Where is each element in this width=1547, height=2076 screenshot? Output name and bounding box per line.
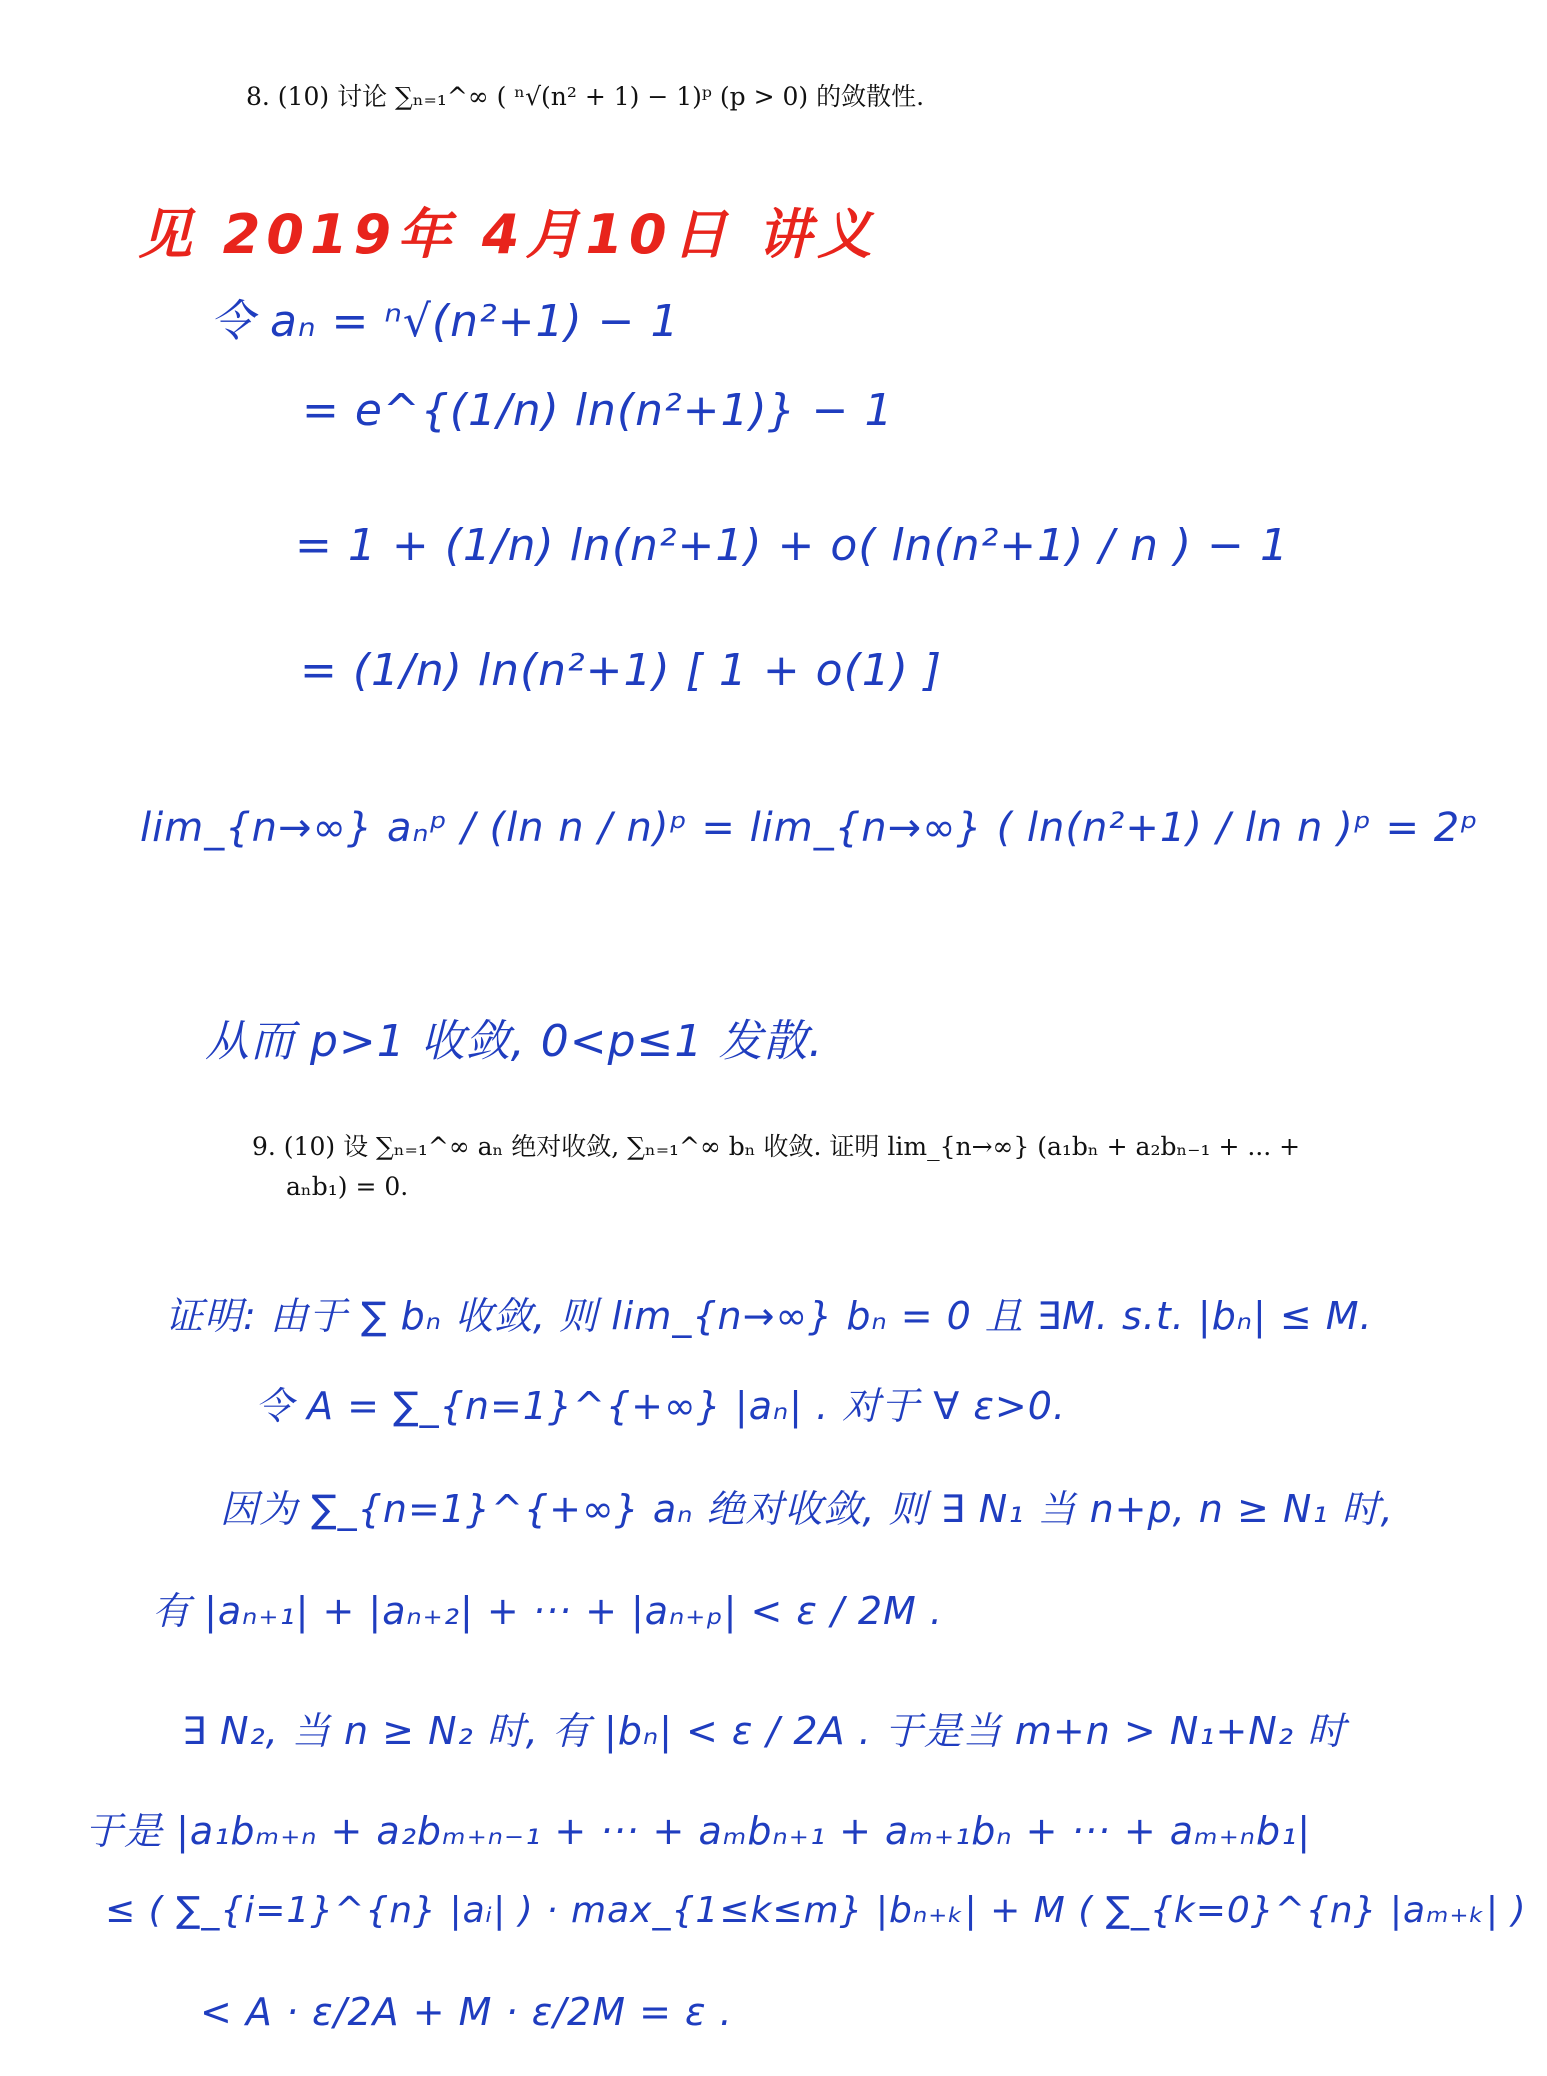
handwritten-proof-line: ∃ N₂, 当 n ≥ N₂ 时, 有 |bₙ| < ε / 2A . 于是当 m+n > N₁+N₂ 时 <box>182 1709 1347 1753</box>
handwritten-line: 从而 p>1 收敛, 0<p≤1 发散. <box>205 1016 824 1067</box>
handwritten-reference-note: 见 2019年 4月10日 讲义 <box>138 203 878 266</box>
handwritten-proof-line: 有 |aₙ₊₁| + |aₙ₊₂| + ··· + |aₙ₊ₚ| < ε / 2M . <box>152 1589 943 1633</box>
handwritten-proof-line: 令 A = ∑_{n=1}^{+∞} |aₙ| . 对于 ∀ ε>0. <box>255 1384 1066 1428</box>
handwritten-line: = 1 + (1/n) ln(n²+1) + o( ln(n²+1) / n ) − 1 <box>295 520 1289 571</box>
problem-9-statement-line-2: aₙb₁) = 0. <box>286 1172 409 1201</box>
handwritten-proof-line: 于是 |a₁bₘ₊ₙ + a₂bₘ₊ₙ₋₁ + ··· + aₘbₙ₊₁ + aₘ₊₁bₙ + ··· + aₘ₊ₙb₁| <box>85 1809 1312 1853</box>
handwritten-line: = (1/n) ln(n²+1) [ 1 + o(1) ] <box>300 645 943 696</box>
problem-9-statement-line-1: 9. (10) 设 ∑ₙ₌₁^∞ aₙ 绝对收敛, ∑ₙ₌₁^∞ bₙ 收敛. 证明 lim_{n→∞} (a₁bₙ + a₂bₙ₋₁ + ... + <box>252 1132 1301 1161</box>
problem-8-statement: 8. (10) 讨论 ∑ₙ₌₁^∞ ( ⁿ√(n² + 1) − 1)ᵖ (p > 0) 的敛散性. <box>246 82 925 111</box>
handwritten-line: lim_{n→∞} aₙᵖ / (ln n / n)ᵖ = lim_{n→∞} ( ln(n²+1) / ln n )ᵖ = 2ᵖ <box>140 805 1479 851</box>
handwritten-proof-line: 因为 ∑_{n=1}^{+∞} aₙ 绝对收敛, 则 ∃ N₁ 当 n+p, n ≥ N₁ 时, <box>220 1487 1394 1531</box>
handwritten-line: 令 aₙ = ⁿ√(n²+1) − 1 <box>210 296 680 347</box>
handwritten-line: = e^{(1/n) ln(n²+1)} − 1 <box>302 385 894 436</box>
handwritten-proof-line: ≤ ( ∑_{i=1}^{n} |aᵢ| ) · max_{1≤k≤m} |bₙ₊ₖ| + M ( ∑_{k=0}^{n} |aₘ₊ₖ| ) <box>105 1890 1527 1931</box>
handwritten-proof-line: 证明: 由于 ∑ bₙ 收敛, 则 lim_{n→∞} bₙ = 0 且 ∃M. s.t. |bₙ| ≤ M. <box>165 1294 1373 1338</box>
handwritten-proof-line: < A · ε/2A + M · ε/2M = ε . <box>200 1990 733 2034</box>
